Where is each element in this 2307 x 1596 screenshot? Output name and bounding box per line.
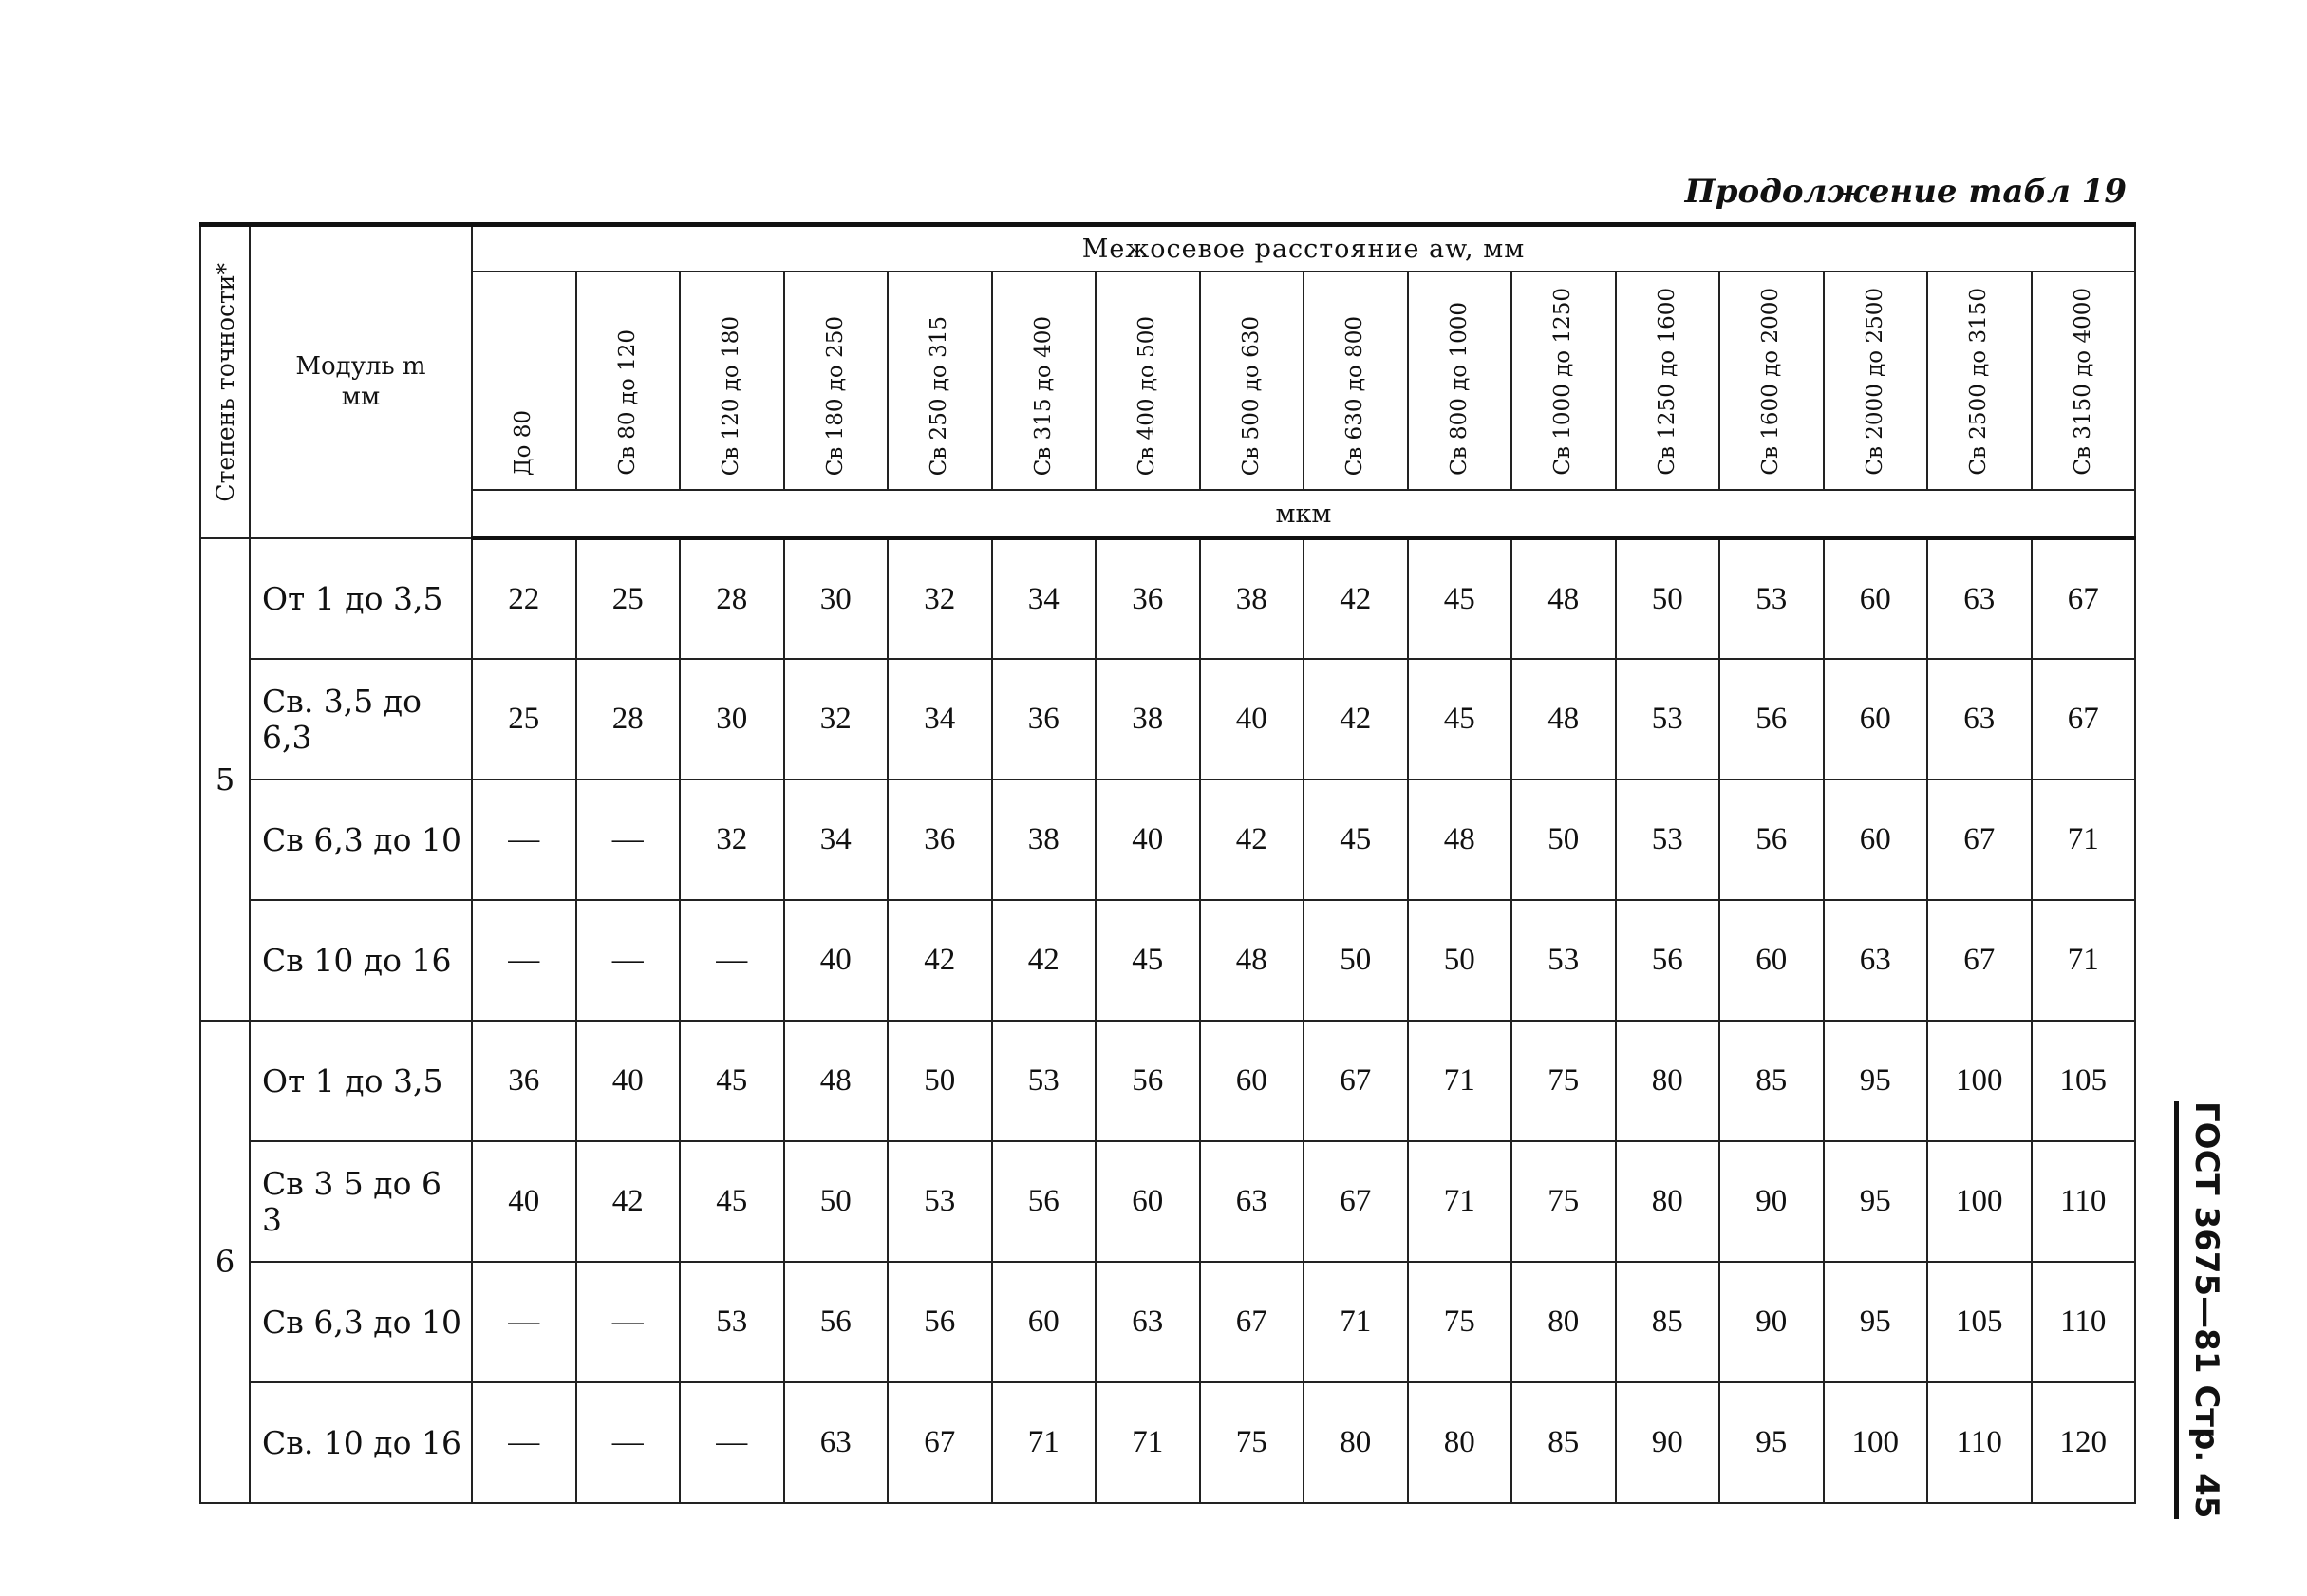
header-row-columns xyxy=(200,272,2135,490)
value-cell: 63 xyxy=(1927,659,2032,779)
value-cell: 50 xyxy=(1616,538,1720,659)
value-cell: 42 xyxy=(576,1141,681,1262)
gost-side-text: ГОСТ 3675—81 Стр. 45 xyxy=(2187,1101,2225,1519)
module-cell: От 1 до 3,5 xyxy=(250,538,472,659)
value-cell: 42 xyxy=(992,900,1097,1021)
value-cell: — xyxy=(472,1262,576,1382)
value-cell: — xyxy=(472,779,576,900)
value-cell: 56 xyxy=(888,1262,992,1382)
value-cell: 67 xyxy=(1200,1262,1304,1382)
value-cell: 63 xyxy=(1927,538,2032,659)
column-header-label: Св 1600 до 2000 xyxy=(1758,288,1784,476)
module-cell: Св 6,3 до 10 xyxy=(250,1262,472,1382)
value-cell: 60 xyxy=(1200,1021,1304,1141)
table-row xyxy=(200,900,2135,1021)
value-cell: 75 xyxy=(1200,1382,1304,1503)
module-cell: Св. 10 до 16 xyxy=(250,1382,472,1503)
value-cell: 40 xyxy=(576,1021,681,1141)
table-row xyxy=(200,659,2135,779)
value-cell: 45 xyxy=(1408,538,1512,659)
value-cell: 75 xyxy=(1408,1262,1512,1382)
value-cell: 95 xyxy=(1824,1021,1928,1141)
value-cell: 36 xyxy=(888,779,992,900)
value-cell: 71 xyxy=(1408,1021,1512,1141)
value-cell: 53 xyxy=(1616,659,1720,779)
table-row xyxy=(200,1021,2135,1141)
value-cell: 75 xyxy=(1511,1141,1616,1262)
table-header xyxy=(200,225,2135,539)
column-header-15 xyxy=(2032,272,2136,490)
module-header-line2: мм xyxy=(341,382,381,411)
value-cell: 67 xyxy=(1304,1141,1408,1262)
column-header-label: Св 500 до 630 xyxy=(1238,315,1264,476)
value-cell: 32 xyxy=(784,659,889,779)
value-cell: 53 xyxy=(680,1262,784,1382)
value-cell: 42 xyxy=(1304,659,1408,779)
value-cell: 42 xyxy=(1200,779,1304,900)
value-cell: 80 xyxy=(1511,1262,1616,1382)
value-cell: 110 xyxy=(2032,1262,2136,1382)
value-cell: 80 xyxy=(1616,1021,1720,1141)
value-cell: 110 xyxy=(1927,1382,2032,1503)
value-cell: — xyxy=(576,1262,681,1382)
value-cell: 25 xyxy=(576,538,681,659)
column-header-6 xyxy=(1096,272,1200,490)
module-cell: Св 6,3 до 10 xyxy=(250,779,472,900)
value-cell: 95 xyxy=(1824,1141,1928,1262)
value-cell: 71 xyxy=(2032,779,2136,900)
value-cell: 105 xyxy=(1927,1262,2032,1382)
value-cell: 32 xyxy=(680,779,784,900)
value-cell: 45 xyxy=(680,1141,784,1262)
grade-cell: 6 xyxy=(200,1021,250,1503)
value-cell: 53 xyxy=(1511,900,1616,1021)
value-cell: 50 xyxy=(1304,900,1408,1021)
value-cell: 90 xyxy=(1616,1382,1720,1503)
value-cell: 34 xyxy=(992,538,1097,659)
module-column-header xyxy=(250,225,472,539)
value-cell: 56 xyxy=(992,1141,1097,1262)
value-cell: 30 xyxy=(680,659,784,779)
column-header-label: До 80 xyxy=(511,409,536,476)
grade-column-header xyxy=(200,225,250,539)
value-cell: — xyxy=(680,900,784,1021)
value-cell: 80 xyxy=(1616,1141,1720,1262)
value-cell: 48 xyxy=(1511,659,1616,779)
value-cell: 95 xyxy=(1719,1382,1824,1503)
column-header-label: Св 630 до 800 xyxy=(1342,315,1368,476)
value-cell: 95 xyxy=(1824,1262,1928,1382)
value-cell: 53 xyxy=(1719,538,1824,659)
value-cell: 60 xyxy=(1824,779,1928,900)
value-cell: 100 xyxy=(1927,1141,2032,1262)
value-cell: 63 xyxy=(1096,1262,1200,1382)
value-cell: 50 xyxy=(1511,779,1616,900)
value-cell: 48 xyxy=(1200,900,1304,1021)
value-cell: 71 xyxy=(1408,1141,1512,1262)
value-cell: 67 xyxy=(888,1382,992,1503)
column-header-14 xyxy=(1927,272,2032,490)
value-cell: 36 xyxy=(1096,538,1200,659)
value-cell: 67 xyxy=(1927,900,2032,1021)
grade-cell: 5 xyxy=(200,538,250,1021)
column-header-11 xyxy=(1616,272,1720,490)
column-header-label: Св 80 до 120 xyxy=(614,329,640,476)
column-header-label: Св 2000 до 2500 xyxy=(1862,288,1887,476)
column-header-8 xyxy=(1304,272,1408,490)
column-header-label: Св 315 до 400 xyxy=(1030,315,1056,476)
value-cell: 56 xyxy=(784,1262,889,1382)
column-header-10 xyxy=(1511,272,1616,490)
tolerance-table xyxy=(199,222,2136,1504)
value-cell: 45 xyxy=(680,1021,784,1141)
value-cell: 25 xyxy=(472,659,576,779)
value-cell: 38 xyxy=(1096,659,1200,779)
gost-side-label xyxy=(2174,1101,2241,1519)
value-cell: 48 xyxy=(1511,538,1616,659)
module-header-line1: Модуль m xyxy=(295,352,426,382)
value-cell: 45 xyxy=(1096,900,1200,1021)
value-cell: 60 xyxy=(1824,538,1928,659)
value-cell: 85 xyxy=(1719,1021,1824,1141)
value-cell: 45 xyxy=(1304,779,1408,900)
value-cell: 40 xyxy=(1096,779,1200,900)
value-cell: 28 xyxy=(680,538,784,659)
value-cell: 67 xyxy=(1304,1021,1408,1141)
value-cell: — xyxy=(576,779,681,900)
value-cell: 100 xyxy=(1927,1021,2032,1141)
value-cell: 38 xyxy=(1200,538,1304,659)
column-header-12 xyxy=(1719,272,1824,490)
value-cell: — xyxy=(680,1382,784,1503)
column-header-4 xyxy=(888,272,992,490)
value-cell: 34 xyxy=(888,659,992,779)
value-cell: 56 xyxy=(1719,779,1824,900)
value-cell: 67 xyxy=(2032,659,2136,779)
value-cell: 56 xyxy=(1096,1021,1200,1141)
column-header-0 xyxy=(472,272,576,490)
value-cell: 71 xyxy=(1096,1382,1200,1503)
value-cell: 90 xyxy=(1719,1262,1824,1382)
header-row-unit xyxy=(200,490,2135,538)
value-cell: 42 xyxy=(888,900,992,1021)
value-cell: 34 xyxy=(784,779,889,900)
value-cell: 40 xyxy=(1200,659,1304,779)
value-cell: 110 xyxy=(2032,1141,2136,1262)
value-cell: 22 xyxy=(472,538,576,659)
value-cell: 56 xyxy=(1616,900,1720,1021)
module-cell: От 1 до 3,5 xyxy=(250,1021,472,1141)
column-header-5 xyxy=(992,272,1097,490)
value-cell: 36 xyxy=(992,659,1097,779)
value-cell: 71 xyxy=(1304,1262,1408,1382)
column-header-7 xyxy=(1200,272,1304,490)
value-cell: — xyxy=(472,1382,576,1503)
value-cell: 63 xyxy=(1824,900,1928,1021)
value-cell: 40 xyxy=(472,1141,576,1262)
value-cell: 105 xyxy=(2032,1021,2136,1141)
column-header-label: Св 1250 до 1600 xyxy=(1654,288,1679,476)
value-cell: 85 xyxy=(1511,1382,1616,1503)
value-cell: 42 xyxy=(1304,538,1408,659)
value-cell: 28 xyxy=(576,659,681,779)
value-cell: 80 xyxy=(1408,1382,1512,1503)
column-header-label: Св 120 до 180 xyxy=(719,315,744,476)
value-cell: 90 xyxy=(1719,1141,1824,1262)
value-cell: 38 xyxy=(992,779,1097,900)
value-cell: 40 xyxy=(784,900,889,1021)
value-cell: 50 xyxy=(1408,900,1512,1021)
unit-header: мкм xyxy=(472,490,2135,538)
value-cell: 60 xyxy=(1096,1141,1200,1262)
column-header-label: Св 180 до 250 xyxy=(822,315,848,476)
column-header-label: Св 3150 до 4000 xyxy=(2070,288,2095,476)
table-caption: Продолжение табл 19 xyxy=(1684,173,2127,211)
value-cell: 56 xyxy=(1719,659,1824,779)
value-cell: 71 xyxy=(2032,900,2136,1021)
table-row xyxy=(200,538,2135,659)
grade-header-label: Степень точности* xyxy=(211,262,239,502)
value-cell: — xyxy=(576,1382,681,1503)
value-cell: 100 xyxy=(1824,1382,1928,1503)
value-cell: — xyxy=(472,900,576,1021)
value-cell: 45 xyxy=(1408,659,1512,779)
column-header-label: Св 250 до 315 xyxy=(927,315,952,476)
value-cell: 32 xyxy=(888,538,992,659)
module-cell: Св 3 5 до 6 3 xyxy=(250,1141,472,1262)
value-cell: 48 xyxy=(1408,779,1512,900)
value-cell: 48 xyxy=(784,1021,889,1141)
column-header-13 xyxy=(1824,272,1928,490)
column-header-label: Св 800 до 1000 xyxy=(1446,302,1472,476)
column-header-label: Св 400 до 500 xyxy=(1135,315,1160,476)
column-header-label: Св 2500 до 3150 xyxy=(1966,288,1992,476)
table-row xyxy=(200,1262,2135,1382)
header-row-span xyxy=(200,225,2135,272)
table-row xyxy=(200,779,2135,900)
value-cell: 80 xyxy=(1304,1382,1408,1503)
table-row xyxy=(200,1382,2135,1503)
value-cell: 50 xyxy=(784,1141,889,1262)
module-cell: Св 10 до 16 xyxy=(250,900,472,1021)
value-cell: 67 xyxy=(1927,779,2032,900)
value-cell: 60 xyxy=(1824,659,1928,779)
table-row xyxy=(200,1141,2135,1262)
column-header-2 xyxy=(680,272,784,490)
value-cell: 30 xyxy=(784,538,889,659)
module-cell: Св. 3,5 до 6,3 xyxy=(250,659,472,779)
value-cell: 36 xyxy=(472,1021,576,1141)
value-cell: 120 xyxy=(2032,1382,2136,1503)
column-header-label: Св 1000 до 1250 xyxy=(1550,288,1576,476)
column-header-9 xyxy=(1408,272,1512,490)
value-cell: 63 xyxy=(1200,1141,1304,1262)
value-cell: 60 xyxy=(992,1262,1097,1382)
value-cell: 53 xyxy=(888,1141,992,1262)
value-cell: 53 xyxy=(992,1021,1097,1141)
distance-span-header: Межосевое расстояние aw, мм xyxy=(472,225,2135,272)
value-cell: 63 xyxy=(784,1382,889,1503)
value-cell: 53 xyxy=(1616,779,1720,900)
value-cell: 71 xyxy=(992,1382,1097,1503)
side-rule xyxy=(2174,1101,2179,1519)
column-header-1 xyxy=(576,272,681,490)
value-cell: — xyxy=(576,900,681,1021)
value-cell: 85 xyxy=(1616,1262,1720,1382)
value-cell: 75 xyxy=(1511,1021,1616,1141)
value-cell: 50 xyxy=(888,1021,992,1141)
value-cell: 60 xyxy=(1719,900,1824,1021)
value-cell: 67 xyxy=(2032,538,2136,659)
table-body xyxy=(200,538,2135,1503)
column-header-3 xyxy=(784,272,889,490)
